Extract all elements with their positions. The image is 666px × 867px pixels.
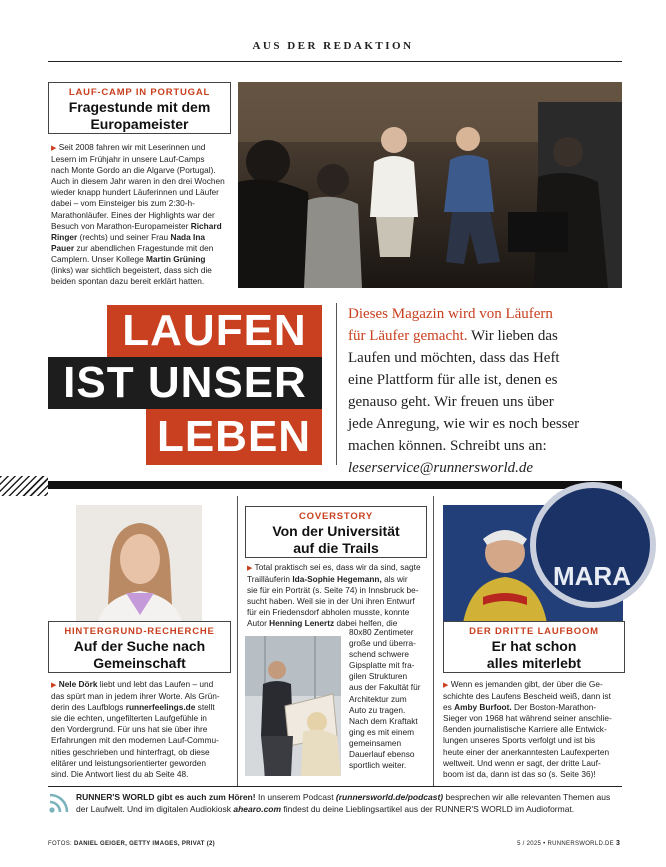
article1-title-1: Fragestunde mit dem xyxy=(68,99,211,115)
section-header: AUS DER REDAKTION xyxy=(252,40,414,52)
quote-divider xyxy=(336,303,337,465)
arrow-icon: ▶ xyxy=(51,145,57,152)
article1-title-2: Europameister xyxy=(90,116,189,132)
trail-runners-photo xyxy=(245,636,341,776)
page-number: 3 xyxy=(616,840,621,847)
article2-body: ▶ Nele Dörk liebt und lebt das Laufen – und das spürt man in jedem ihrer Worte. Als Grün- derin des Laufblogs runnerfeelings.de stellt sie die echten, ungefilterten Laufgefühle in den Vordergrund. Für uns hat sie über ihre Erfahrungen mit den modernen Lauf-Commu- nities geschrieben und hinterfragt, ob diese elitärer und leistungsorientierter geworden sind. Die Antwort liest du ab Seite 48. xyxy=(51,679,220,779)
article3-kicker: COVERSTORY xyxy=(299,511,373,522)
header-rule xyxy=(48,61,622,62)
column-divider-1 xyxy=(237,496,238,786)
hatch-decor xyxy=(0,476,48,496)
editorial-quote: Dieses Magazin wird von Läufern für Läufer gemacht. Wir lieben das Laufen und möchten, dass das Heft eine Plattform für alle ist, denen es genauso geht. Wir freuen uns über jede Anregung, wie wir es noch besser machen können. Schreibt uns an: leserservice@runnersworld.de xyxy=(348,303,638,479)
article1-headbox xyxy=(48,82,231,134)
ahearo-link[interactable]: ahearo.com xyxy=(233,803,282,814)
motto-line-2: IST UNSER xyxy=(48,357,322,409)
article3-title-2: auf die Trails xyxy=(293,540,379,556)
article3-sidebody: 80x80 Zentimeter große und überra- schend schwere Gipsplatte mit fra- gilen Strukturen aus der Fakultät für Architektur zum Auto zu tragen. Nach dem Kraftakt ging es mit einem gemeinsamen Dauerlauf ebenso sportlich weiter. xyxy=(349,627,421,771)
podcast-icon xyxy=(48,792,70,814)
article1-body: ▶ Seit 2008 fahren wir mit Leserinnen und Lesern im Frühjahr in unsere Lauf-Camps nach Monte Gordo an die Algarve (Portugal). Auch in diesem Jahr waren in den drei Wochen wieder knapp hundert Läuferinnen und Läufer dabei – vom Einsteiger bis zum 2:30-h- Marathonläufer. Eines der Highlights war der Besuch von Marathon-Europameister Richard Ringer (rechts) und seiner Frau Nada Ina Pauer zur abendlichen Fragestunde mit den Camplern. Unser Kollege Martin Grüning (links) war sichtlich begeistert, dass sich die beiden spontan dazu bereit erklärt hatten. xyxy=(51,142,225,287)
article1-kicker: LAUF-CAMP IN PORTUGAL xyxy=(68,87,211,98)
article4-title-2: alles miterlebt xyxy=(486,655,582,671)
article2-headbox xyxy=(48,621,231,673)
motto-line-1: LAUFEN xyxy=(107,305,322,357)
amby-burfoot-photo xyxy=(443,505,631,623)
photo-credits: FOTOS: DANIEL GEIGER, GETTY IMAGES, PRIVAT (2) xyxy=(48,841,215,847)
arrow-icon: ▶ xyxy=(51,682,57,689)
email-link[interactable]: leserservice@runnersworld.de xyxy=(348,460,534,476)
article4-headbox xyxy=(443,621,625,673)
article2-kicker: HINTERGRUND-RECHERCHE xyxy=(64,626,215,637)
article2-title-2: Gemeinschaft xyxy=(93,655,186,671)
podcast-link[interactable]: (runnersworld.de/podcast) xyxy=(335,792,444,802)
article3-body: ▶ Total praktisch sei es, dass wir da sind, sagte Trailläuferin Ida-Sophie Hegemann, als wir sie für ein Porträt (s. Seite 74) in Innsbruck be- sucht haben. Weil sie in der Uni ihren Entwurf für ein Friedensdorf abholen musste, konnte Autor Henning Lenertz dabei helfen, die xyxy=(247,562,421,629)
podcast-top-rule xyxy=(48,786,622,787)
section-bar xyxy=(48,481,622,489)
issue-info: 5 / 2025 • RUNNERSWORLD.DE xyxy=(517,841,614,847)
nele-doerk-portrait xyxy=(76,505,202,631)
article3-headbox xyxy=(245,506,427,558)
article3-title-1: Von der Universität xyxy=(272,523,400,539)
article4-kicker: DER DRITTE LAUFBOOM xyxy=(469,626,599,637)
svg-text:MARA: MARA xyxy=(553,561,631,591)
article2-title-1: Auf der Suche nach xyxy=(73,638,206,654)
qa-session-photo xyxy=(238,82,622,288)
arrow-icon: ▶ xyxy=(443,682,449,689)
article4-title-1: Er hat schon xyxy=(491,638,577,654)
podcast-text: RUNNER'S WORLD gibt es auch zum Hören! In unserem Podcast (runnersworld.de/podcast) besprechen wir alle relevanten Themen aus der Laufwelt. Und im digitalen Audiokiosk ahearo.com findest du deine Lieblingsartikel aus der RUNNER'S WORLD im Audioformat. xyxy=(76,792,611,814)
motto-line-3: LEBEN xyxy=(146,409,322,465)
article4-body: ▶ Wenn es jemanden gibt, der über die Ge- schichte des Laufens Bescheid weiß, dann ist es Amby Burfoot. Der Boston-Marathon- Sieger von 1968 hat während seiner anschlie- ßenden journalistische Karriere alle Entwick- lungen unseres Sports verfolgt und ist bis heute einer der anerkanntesten Laufexperten weltweit. Und wenn er sagt, der dritte Lauf- boom ist da, dann ist das so (s. Seite 36)! xyxy=(443,679,612,779)
arrow-icon: ▶ xyxy=(247,565,253,572)
